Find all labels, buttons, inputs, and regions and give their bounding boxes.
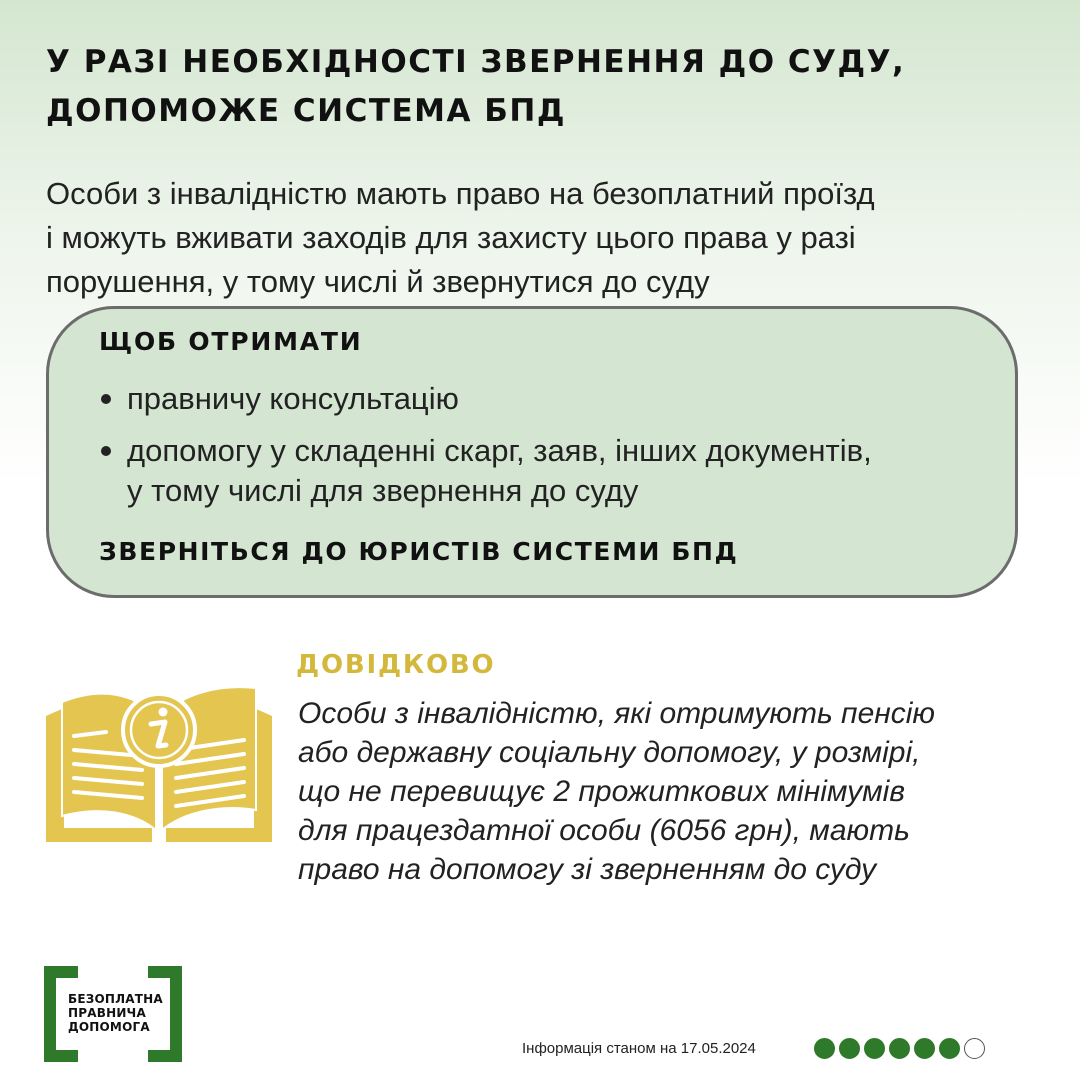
list-item-line: правничу консультацію [127, 381, 459, 416]
logo-line-2: ПРАВНИЧА [68, 1006, 146, 1020]
intro-line-2: і можуть вживати заходів для захисту цього права у разі [46, 220, 856, 255]
reference-text [298, 694, 935, 889]
pagination-dot-filled [914, 1038, 935, 1059]
info-date-note: Інформація станом на 17.05.2024 [522, 1040, 756, 1057]
list-item-line: у тому числі для звернення до суду [127, 473, 639, 508]
list-item-line: допомогу у складенні скарг, заяв, інших документів, [127, 433, 872, 468]
pagination-dot-empty [964, 1038, 985, 1059]
intro-line-3: порушення, у тому числі й звернутися до суду [46, 264, 710, 299]
list-item [99, 379, 872, 419]
open-book-info-icon [42, 678, 276, 848]
info-box [46, 306, 1018, 598]
reference-line-4: для працездатної особи (6056 грн), мають [298, 814, 910, 847]
reference-heading: ДОВІДКОВО [296, 650, 496, 680]
list-item [99, 431, 872, 511]
logo-line-3: ДОПОМОГА [68, 1020, 150, 1034]
intro-line-1: Особи з інвалідністю мають право на безоплатний проїзд [46, 176, 875, 211]
logo-line-1: БЕЗОПЛАТНА [68, 992, 163, 1006]
bullet-icon [101, 446, 111, 456]
reference-line-1: Особи з інвалідністю, які отримують пенсію [298, 697, 935, 730]
pagination-dot-filled [814, 1038, 835, 1059]
pagination-dot-filled [839, 1038, 860, 1059]
logo-text [68, 992, 163, 1034]
bpd-logo [44, 966, 182, 1062]
info-box-footer: ЗВЕРНІТЬСЯ ДО ЮРИСТІВ СИСТЕМИ БПД [99, 537, 739, 566]
pagination-dot-filled [864, 1038, 885, 1059]
pagination-dot-filled [889, 1038, 910, 1059]
pagination-dots [814, 1038, 985, 1059]
reference-line-3: що не перевищує 2 прожиткових мінімумів [298, 775, 905, 808]
reference-line-2: або державну соціальну допомогу, у розмірі, [298, 736, 921, 769]
info-box-list [99, 379, 872, 523]
bullet-icon [101, 394, 111, 404]
title-line-2: ДОПОМОЖЕ СИСТЕМА БПД [46, 93, 566, 129]
reference-line-5: право на допомогу зі зверненням до суду [298, 853, 877, 886]
info-box-heading: ЩОБ ОТРИМАТИ [99, 327, 363, 356]
title-line-1: У РАЗІ НЕОБХІДНОСТІ ЗВЕРНЕННЯ ДО СУДУ, [46, 44, 906, 80]
intro-paragraph [46, 172, 1046, 304]
pagination-dot-filled [939, 1038, 960, 1059]
page-title [46, 38, 1046, 136]
